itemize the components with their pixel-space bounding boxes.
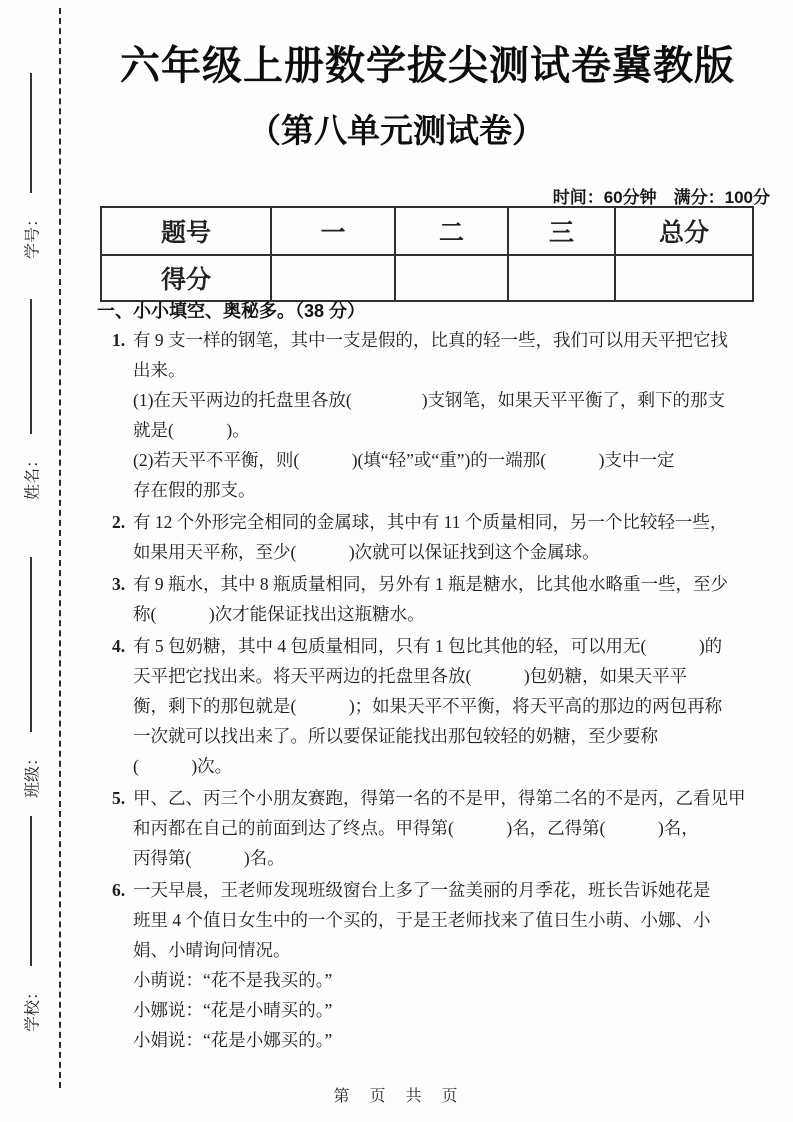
page-footer: 第 页 共 页	[333, 1088, 460, 1105]
score-cell-total	[615, 255, 753, 301]
question-6-line-2: 班里 4 个值日女生中的一个买的，于是王老师找来了值日生小萌、小娜、小	[133, 910, 711, 930]
question-6-statement-xiaona: 小娜说：“花是小晴买的。”	[133, 1000, 333, 1020]
school-blank-line	[30, 816, 32, 966]
school-label	[19, 972, 43, 1044]
seal-line-strip	[0, 0, 62, 1122]
score-cell-three	[508, 255, 615, 301]
question-6-line-1: 一天早晨，王老师发现班级窗台上多了一盆美丽的月季花，班长告诉她花是	[133, 880, 711, 900]
question-3-line-2: 称( )次才能保证找出这瓶糖水。	[133, 604, 425, 624]
question-5-line-3: 丙得第( )名。	[133, 848, 285, 868]
question-2-line-2: 如果用天平称，至少( )次就可以保证找到这个金属球。	[133, 542, 600, 562]
school-label-text: 学校：	[24, 983, 42, 1033]
score-table-score-row	[101, 255, 753, 301]
question-1-subitem-1-line-2: 就是( )。	[133, 420, 250, 440]
question-5-line-2: 和丙都在自己的前面到达了终点。甲得第( )名，乙得第( )名，	[133, 818, 699, 838]
question-4-line-4: 一次就可以找出来了。所以要保证能找出那包较轻的奶糖，至少要称	[133, 726, 658, 746]
question-4	[112, 631, 760, 781]
score-table-header-part-one: 一	[271, 207, 395, 255]
student-id-label	[19, 199, 43, 271]
section-one-heading: 一、小小填空、奥秘多。（38 分）	[97, 301, 366, 321]
question-5-number: 5.	[112, 788, 126, 808]
score-table-header-part-three: 三	[508, 207, 615, 255]
question-5-line-1: 甲、乙、丙三个小朋友赛跑，得第一名的不是甲，得第二名的不是丙，乙看见甲	[133, 788, 746, 808]
student-id-label-text: 学号：	[24, 210, 42, 260]
question-6-number: 6.	[112, 880, 126, 900]
score-cell-one	[271, 255, 395, 301]
exam-time-score-info: 时间：60分钟 满分：100分	[552, 188, 770, 207]
question-2-line-1: 有 12 个外形完全相同的金属球，其中有 11 个质量相同，另一个比较轻一些，	[133, 512, 728, 532]
question-2-number: 2.	[112, 512, 126, 532]
score-table-header-part-two: 二	[395, 207, 508, 255]
question-4-line-3: 衡，剩下的那包就是( )；如果天平不平衡，将天平高的那边的两包再称	[133, 696, 723, 716]
question-3-number: 3.	[112, 574, 126, 594]
question-4-line-5: ( )次。	[133, 756, 233, 776]
name-label-text: 姓名：	[24, 451, 42, 501]
question-4-line-1: 有 5 包奶糖，其中 4 包质量相同，只有 1 包比其他的轻，可以用无( )的	[133, 636, 723, 656]
question-6	[112, 875, 760, 1055]
student-info-column	[9, 0, 53, 1122]
question-4-line-2: 天平把它找出来。将天平两边的托盘里各放( )包奶糖，如果天平平	[133, 666, 688, 686]
question-1-subitem-1-line-1: (1)在天平两边的托盘里各放( )支钢笔，如果天平平衡了，剩下的那支	[133, 390, 726, 410]
class-label	[19, 738, 43, 810]
score-table-header-row	[101, 207, 753, 255]
question-5	[112, 783, 760, 873]
seal-dashed-line	[59, 8, 61, 1088]
question-4-number: 4.	[112, 636, 126, 656]
question-1-subitem-2-line-1: (2)若天平不平衡，则( )(填“轻”或“重”)的一端那( )支中一定	[133, 450, 675, 470]
question-3	[112, 569, 760, 629]
question-1	[112, 325, 760, 505]
question-6-line-3: 娟、小晴询问情况。	[133, 940, 291, 960]
question-1-number: 1.	[112, 330, 126, 350]
score-cell-two	[395, 255, 508, 301]
score-table-header-total: 总分	[615, 207, 753, 255]
question-6-statement-xiaomeng: 小萌说：“花不是我买的。”	[133, 970, 333, 990]
score-table	[100, 206, 754, 302]
name-blank-line	[30, 299, 32, 434]
name-label	[19, 440, 43, 512]
class-label-text: 班级：	[24, 749, 42, 799]
class-blank-line	[30, 557, 32, 732]
question-2	[112, 507, 760, 567]
score-table-header-question-number: 题号	[101, 207, 271, 255]
page-subtitle: （第八单元测试卷）	[248, 112, 545, 149]
score-row-label: 得分	[101, 255, 271, 301]
question-3-line-1: 有 9 瓶水，其中 8 瓶质量相同，另外有 1 瓶是糖水，比其他水略重一些，至少	[133, 574, 728, 594]
question-1-line-1: 有 9 支一样的钢笔，其中一支是假的，比真的轻一些，我们可以用天平把它找	[133, 330, 728, 350]
question-1-line-2: 出来。	[133, 360, 186, 380]
page-title: 六年级上册数学拔尖测试卷冀教版	[120, 44, 735, 88]
questions-area	[112, 325, 760, 1057]
question-1-subitem-2-line-2: 存在假的那支。	[133, 480, 256, 500]
question-6-statement-xiaojuan: 小娟说：“花是小娜买的。”	[133, 1030, 333, 1050]
